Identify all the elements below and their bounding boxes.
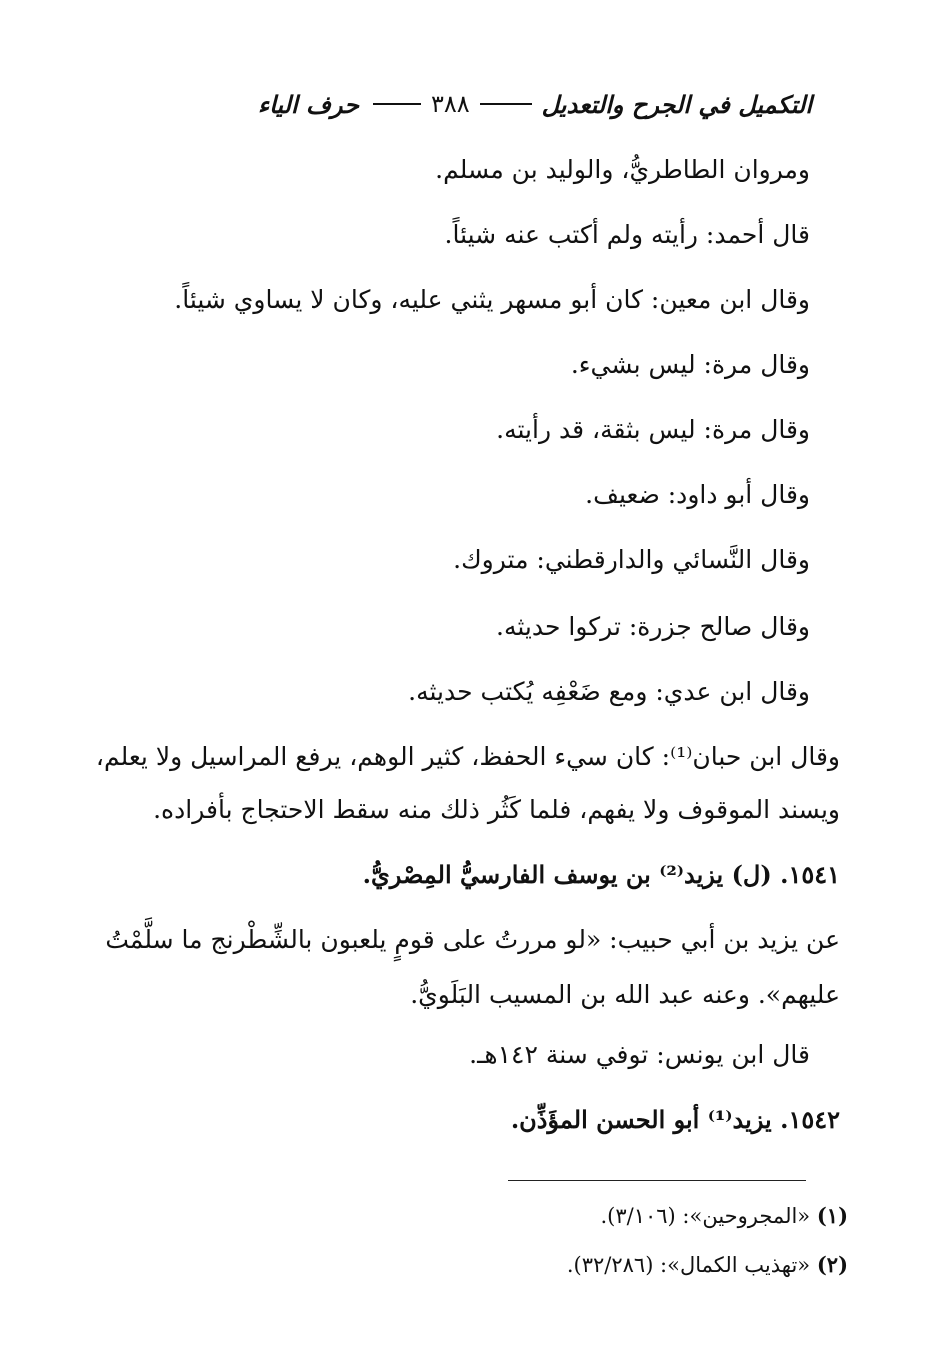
footnote-separator bbox=[508, 1180, 806, 1181]
body-line: قال ابن يونس: توفي سنة ١٤٢هـ. bbox=[469, 1040, 810, 1069]
book-title: التكميل في الجرح والتعديل bbox=[541, 89, 812, 119]
page-number: ٣٨٨ bbox=[430, 90, 470, 118]
header-dash bbox=[373, 103, 421, 105]
footnote-text: «المجروحين»: (٣/١٠٦). bbox=[600, 1204, 811, 1228]
body-line: وقال صالح جزرة: تركوا حديثه. bbox=[496, 612, 810, 641]
footnote-number: (٢) bbox=[816, 1252, 848, 1277]
body-line: ومروان الطاطريُّ، والوليد بن مسلم. bbox=[435, 155, 810, 184]
footnote bbox=[128, 1247, 848, 1283]
entry-heading-1541: ١٥٤١. (ل) يزيد⁽²⁾ بن يوسف الفارسيُّ المِصْريُّ. bbox=[362, 860, 840, 889]
footnote bbox=[128, 1198, 848, 1234]
body-line: وقال أبو داود: ضعيف. bbox=[585, 480, 810, 509]
chapter-title: حرف الياء bbox=[257, 89, 359, 119]
footnote-number: (١) bbox=[816, 1203, 848, 1228]
body-line: وقال ابن حبان⁽¹⁾: كان سيء الحفظ، كثير الوهم، يرفع المراسيل ولا يعلم، bbox=[95, 742, 840, 771]
body-line: وقال النَّسائي والدارقطني: متروك. bbox=[453, 545, 810, 574]
body-line: قال أحمد: رأيته ولم أكتب عنه شيئاً. bbox=[444, 220, 810, 249]
body-line: عليهم». وعنه عبد الله بن المسيب البَلَويُّ. bbox=[410, 980, 840, 1009]
entry-heading-1542: ١٥٤٢. يزيد⁽¹⁾ أبو الحسن المؤَذِّن. bbox=[510, 1105, 840, 1134]
body-line: وقال ابن معين: كان أبو مسهر يثني عليه، وكان لا يساوي شيئاً. bbox=[174, 285, 810, 314]
footnote-text: «تهذيب الكمال»: (٣٢/٢٨٦). bbox=[566, 1253, 811, 1277]
body-line: عن يزيد بن أبي حبيب: «لو مررتُ على قومٍ يلعبون بالشِّطْرنج ما سلَّمْتُ bbox=[105, 925, 840, 954]
body-line: وقال مرة: ليس بشيء. bbox=[570, 350, 810, 379]
header-dash bbox=[480, 103, 532, 105]
body-line: وقال مرة: ليس بثقة، قد رأيته. bbox=[496, 415, 810, 444]
body-line: ويسند الموقوف ولا يفهم، فلما كَثُر ذلك منه سقط الاحتجاج بأفراده. bbox=[153, 795, 840, 824]
body-line: وقال ابن عدي: ومع ضَعْفِه يُكتب حديثه. bbox=[408, 677, 810, 706]
running-header bbox=[112, 84, 812, 124]
